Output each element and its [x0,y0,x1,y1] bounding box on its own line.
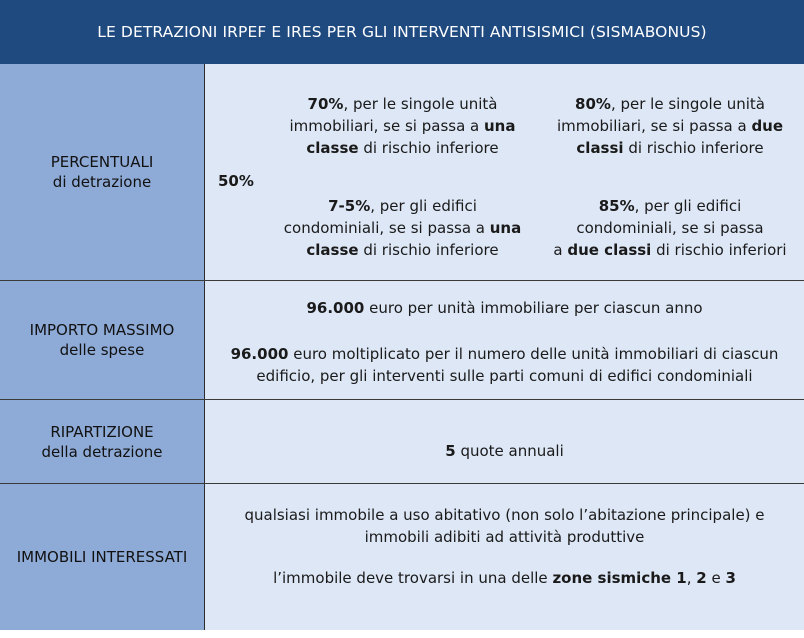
immobili-zone-sismiche: l’immobile deve trovarsi in una delle zone sismiche 1, 2 e 3 [273,569,736,587]
content-immobili [205,484,804,630]
percent-option-75: 7-5%, per gli edifici condominiali, se si passa a una classe di rischio inferiore [283,197,522,259]
row-percentuali [0,64,804,280]
content-importo [205,281,804,399]
label-ripartizione [0,400,205,483]
label-immobili [0,484,205,630]
label-importo [0,281,205,399]
label-immobili-text: IMMOBILI INTERESSATI [16,548,188,566]
content-ripartizione [205,400,804,483]
content-percentuali [205,64,804,280]
percent-option-70: 70%, per le singole unità immobiliari, se si passa a una classe di rischio inferiore [289,95,516,157]
label-percentuali-line2: di detrazione [52,173,152,191]
label-importo-line2: delle spese [59,341,145,359]
percent-option-85: 85%, per gli edifici condominiali, se si passa a due classi di rischio inferiori [553,197,787,259]
row-immobili [0,484,804,630]
table-title: LE DETRAZIONI IRPEF E IRES PER GLI INTERVENTI ANTISISMICI (SISMABONUS) [97,23,707,41]
row-ripartizione [0,400,804,483]
base-percent: 50% [218,172,254,190]
importo-unita: 96.000 euro per unità immobiliare per ciascun anno [306,299,703,317]
percent-option-80: 80%, per le singole unità immobiliari, se si passa a due classi di rischio inferiore [556,95,784,157]
label-percentuali [0,64,205,280]
label-ripartizione-line2: della detrazione [41,442,163,461]
importo-condominio: 96.000 euro moltiplicato per il numero delle unità immobiliari di ciascun edificio, per gli interventi sulle parti comuni di edifici condominiali [230,345,779,385]
label-importo-line1: IMPORTO MASSIMO [29,321,175,339]
row-importo [0,281,804,399]
label-percentuali-line1: PERCENTUALI [50,153,154,171]
immobili-tipologia: qualsiasi immobile a uso abitativo (non solo l’abitazione principale) e immobili adibiti ad attività produttive [244,506,765,546]
table-header [0,0,804,64]
ripartizione-value: 5 quote annuali [445,442,564,460]
label-ripartizione-line1: RIPARTIZIONE [50,422,154,441]
